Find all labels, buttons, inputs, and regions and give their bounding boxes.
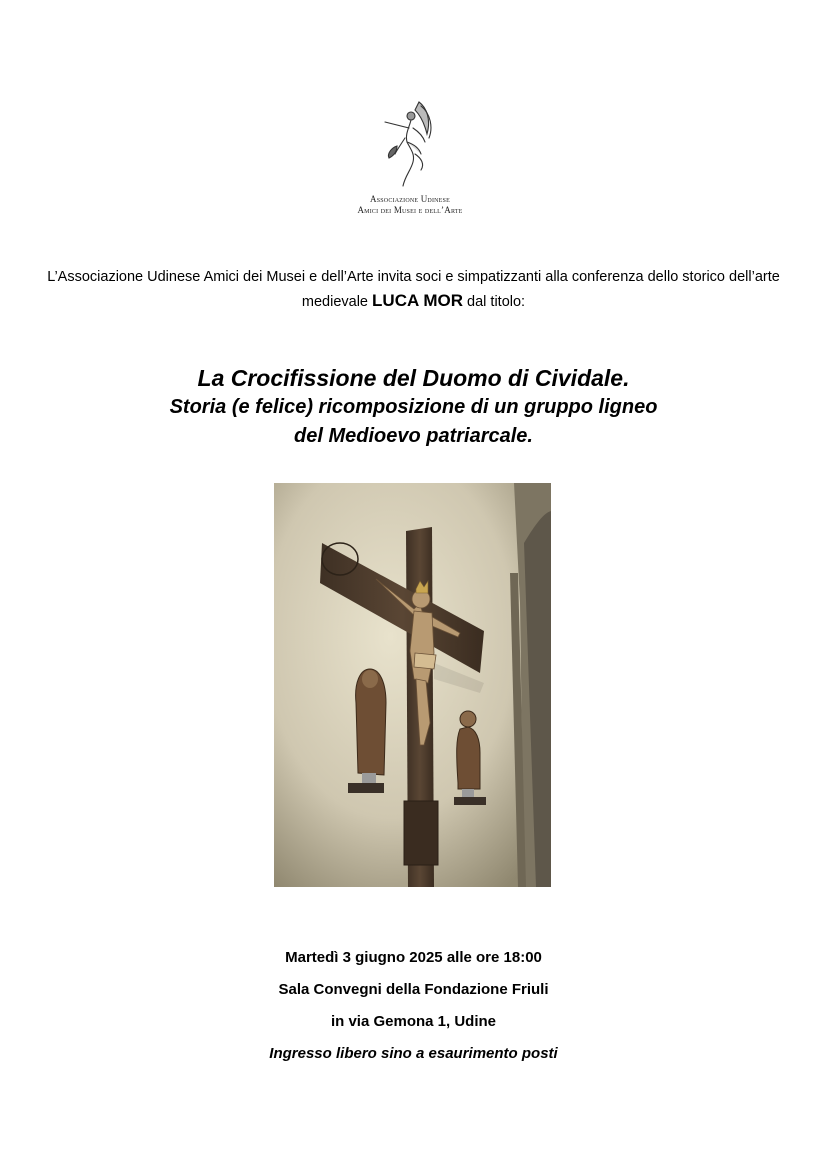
- title-line-3: del Medioevo patriarcale.: [294, 425, 533, 447]
- conference-title: [40, 363, 787, 451]
- speaker-name: LUCA MOR: [372, 291, 463, 310]
- intro-suffix: dal titolo:: [467, 294, 526, 310]
- association-logo: [340, 98, 480, 216]
- crucifixion-photo: [274, 483, 551, 887]
- title-line-2: Storia (e felice) ricomposizione di un gruppo ligneo: [169, 396, 658, 418]
- title-line-1: La Crocifissione del Duomo di Cividale.: [197, 365, 630, 391]
- event-details: [40, 944, 787, 1072]
- event-address: in via Gemona 1, Udine: [330, 1013, 497, 1030]
- event-date: Martedì 3 giugno 2025 alle ore 18:00: [285, 949, 542, 966]
- intro-text: L’Associazione Udinese Amici dei Musei e dell’Arte invita soci e simpatizzanti alla conferenza dello storico dell’arte medievale: [47, 269, 780, 310]
- invitation-text: [40, 266, 787, 314]
- event-entry: Ingresso libero sino a esaurimento posti: [269, 1045, 558, 1062]
- event-venue: Sala Convegni della Fondazione Friuli: [278, 981, 549, 998]
- org-line-2: Amici dei Musei e dell’Arte: [357, 205, 463, 215]
- org-name: [340, 194, 480, 216]
- angel-emblem-icon: [375, 98, 445, 190]
- org-line-1: Associazione Udinese: [370, 194, 450, 204]
